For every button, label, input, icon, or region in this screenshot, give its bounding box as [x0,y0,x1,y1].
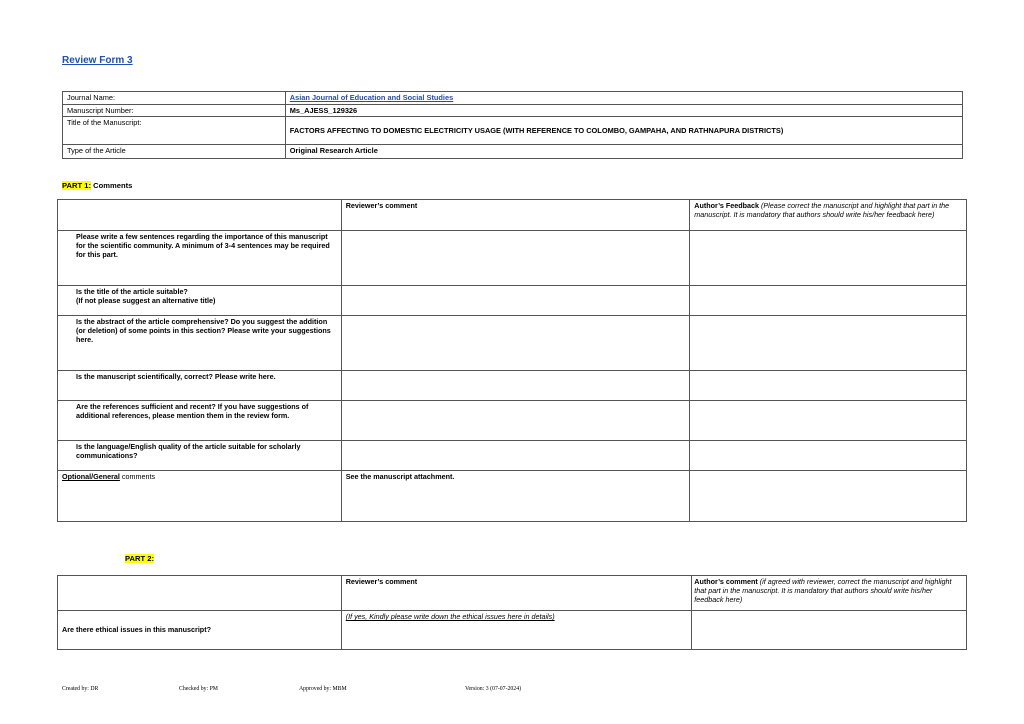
question-abstract: Is the abstract of the article comprehensive? Do you suggest the addition (or deletion) of some points in this section? Please write your suggestions here. [58,316,342,371]
reviewer-comment-cell[interactable] [341,231,690,286]
ethical-issues-author-cell[interactable] [692,611,967,650]
manuscript-number-value: Ms_AJESS_129326 [285,104,962,117]
article-type-value: Original Research Article [285,145,962,159]
journal-name-row [63,92,963,105]
question-importance: Please write a few sentences regarding the importance of this manuscript for the scientific community. A minimum of 3-4 sentences may be required for this part. [58,231,342,286]
ethical-issues-reviewer-hint[interactable]: (If yes, Kindly please write down the ethical issues here in details) [341,611,692,650]
question-ethical-issues: Are there ethical issues in this manuscript? [58,611,342,650]
part1-question-row [58,371,967,401]
part2-author-header [692,576,967,611]
author-feedback-cell[interactable] [690,401,967,441]
optional-author-feedback[interactable] [690,471,967,522]
reviewer-comment-cell[interactable] [341,401,690,441]
part2-ethics-table [57,575,967,650]
footer-checked-by: Checked by: PM [179,686,218,692]
question-references: Are the references sufficient and recent? If you have suggestions of additional references, please mention them in the review form. [58,401,342,441]
part1-author-header-note: (Please correct the manuscript and highlight that part in the manuscript. It is mandatory that authors should write his/her feedback here) [694,201,950,220]
part1-author-header-bold: Author’s Feedback [694,201,759,210]
footer-created-by: Created by: DR [62,686,99,692]
part1-question-row [58,231,967,286]
part1-question-row [58,401,967,441]
part2-header-row [58,576,967,611]
author-feedback-cell[interactable] [690,231,967,286]
part1-reviewer-header: Reviewer’s comment [341,200,690,231]
part1-question-row [58,286,967,316]
manuscript-number-row [63,104,963,117]
part2-label [125,554,154,563]
author-feedback-cell[interactable] [690,371,967,401]
part2-question-row [58,611,967,650]
author-feedback-cell[interactable] [690,441,967,471]
part1-author-header [690,200,967,231]
part2-author-header-bold: Author’s comment [694,577,758,586]
author-feedback-cell[interactable] [690,286,967,316]
reviewer-comment-cell[interactable] [341,316,690,371]
part1-label-highlight: PART 1: [62,181,91,190]
form-title: Review Form 3 [62,55,133,66]
manuscript-title-label: Title of the Manuscript: [63,117,286,145]
part2-header-blank [58,576,342,611]
part1-header-row [58,200,967,231]
part1-question-row [58,316,967,371]
part1-header-blank [58,200,342,231]
reviewer-comment-cell[interactable] [341,371,690,401]
question-title: Is the title of the article suitable? (If not please suggest an alternative title) [58,286,342,316]
journal-name-link[interactable]: Asian Journal of Education and Social Studies [289,93,454,102]
article-type-row [63,145,963,159]
part1-comments-table [57,199,967,522]
footer-version: Version: 3 (07-07-2024) [465,686,522,692]
part2-author-header-note: (if agreed with reviewer, correct the manuscript and highlight that part in the manuscript. It is mandatory that authors should write his/her feedback here) [694,577,952,605]
part1-optional-row [58,471,967,522]
optional-label-rest: comments [119,472,156,481]
manuscript-title-row [63,117,963,145]
manuscript-number-label: Manuscript Number: [63,104,286,117]
part2-label-highlight: PART 2: [125,554,154,563]
reviewer-comment-cell[interactable] [341,286,690,316]
reviewer-comment-cell[interactable] [341,441,690,471]
question-scientific: Is the manuscript scientifically, correct? Please write here. [58,371,342,401]
part1-label [62,181,132,190]
article-type-label: Type of the Article [63,145,286,159]
optional-comments-label [58,471,342,522]
journal-info-table [62,91,963,159]
author-feedback-cell[interactable] [690,316,967,371]
optional-label-underlined: Optional/General [62,472,120,481]
part1-label-rest: Comments [90,181,133,190]
journal-name-label: Journal Name: [63,92,286,105]
question-language: Is the language/English quality of the article suitable for scholarly communications? [58,441,342,471]
optional-reviewer-comment[interactable]: See the manuscript attachment. [341,471,690,522]
footer-approved-by: Approved by: MBM [299,686,347,692]
manuscript-title-value: FACTORS AFFECTING TO DOMESTIC ELECTRICITY USAGE (WITH REFERENCE TO COLOMBO, GAMPAHA, AND RATHNAPURA DISTRICTS) [285,117,962,145]
part2-reviewer-header: Reviewer’s comment [341,576,692,611]
part1-question-row [58,441,967,471]
